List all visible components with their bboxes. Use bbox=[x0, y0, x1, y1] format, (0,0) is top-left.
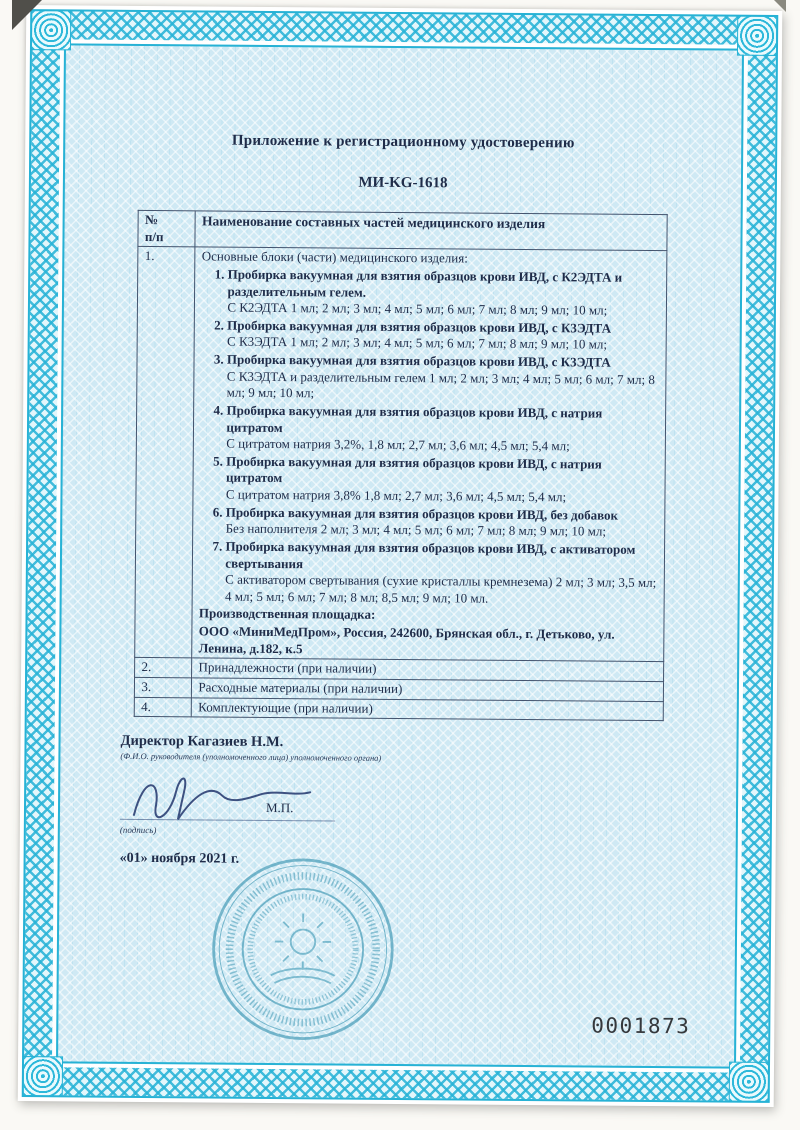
components-list bbox=[199, 266, 660, 608]
header-no-line2: п/п bbox=[144, 228, 164, 244]
table-header-row bbox=[138, 210, 666, 250]
production-site-label: Производственная площадка: bbox=[198, 605, 376, 623]
component-desc: С цитратом натрия 3,8% 1,8 мл; 2,7 мл; 3,6 мл; 4,5 мл; 5,4 мл; bbox=[225, 486, 567, 505]
row-number: 1. bbox=[135, 247, 195, 658]
table-row bbox=[135, 247, 666, 662]
list-item bbox=[227, 317, 659, 354]
component-desc: С К3ЭДТА 1 мл; 2 мл; 3 мл; 4 мл; 5 мл; 6 мл; 7 мл; 8 мл; 9 мл; 10 мл; bbox=[227, 334, 608, 352]
document-number: МИ-KG-1618 bbox=[358, 174, 448, 192]
director-name: Директор Кагазиев Н.М. bbox=[120, 732, 284, 751]
component-title: Пробирка вакуумная для взятия образцов крови ИВД, с активатором свертывания bbox=[225, 538, 636, 571]
list-item bbox=[226, 403, 659, 456]
official-round-stamp bbox=[208, 855, 397, 1044]
row-content: Расходные материалы (при наличии) bbox=[192, 678, 663, 701]
component-desc: Без наполнителя 2 мл; 3 мл; 4 мл; 5 мл; 6 мл; 7 мл; 8 мл; 9 мл; 10 мл; bbox=[225, 520, 607, 539]
list-item bbox=[226, 453, 659, 506]
document-body bbox=[56, 43, 744, 1068]
table-row bbox=[135, 697, 663, 721]
row-number: 4. bbox=[135, 697, 192, 717]
border-ornament-corner bbox=[729, 1062, 769, 1102]
component-desc: С К2ЭДТА 1 мл; 2 мл; 3 мл; 4 мл; 5 мл; 6 мл; 7 мл; 8 мл; 9 мл; 10 мл; bbox=[227, 299, 608, 318]
document-title: Приложение к регистрационному удостоверению bbox=[231, 132, 575, 152]
page-corner-fold bbox=[12, 0, 42, 30]
row-number: 2. bbox=[135, 658, 192, 678]
components-intro: Основные блоки (части) медицинского изделия: bbox=[201, 248, 468, 266]
component-desc: С К3ЭДТА и разделительным гелем 1 мл; 2 мл; 3 мл; 4 мл; 5 мл; 6 мл; 7 мл; 8 мл; 9 мл; 10 мл; bbox=[226, 368, 655, 401]
header-no-line1: № bbox=[144, 211, 159, 228]
guilloche-border bbox=[22, 9, 779, 1103]
mp-label: М.П. bbox=[265, 800, 294, 816]
document-date: «01» ноября 2021 г. bbox=[119, 850, 240, 867]
component-title: Пробирка вакуумная для взятия образцов крови ИВД, с К3ЭДТА bbox=[227, 317, 612, 336]
header-name: Наименование составных частей медицинского изделия bbox=[195, 211, 666, 251]
border-ornament-corner bbox=[23, 1056, 63, 1096]
row-content: Принадлежности (при наличии) bbox=[192, 658, 663, 681]
component-title: Пробирка вакуумная для взятия образцов крови ИВД, с К2ЭДТА и разделительным гелем. bbox=[227, 266, 623, 300]
component-title: Пробирка вакуумная для взятия образцов крови ИВД, с К3ЭДТА bbox=[226, 351, 611, 370]
production-site-address: ООО «МиниМедПром», Россия, 242600, Брянская обл., г. Детьково, ул. Ленина, д.182, к.5 bbox=[198, 623, 615, 656]
certificate-page bbox=[18, 5, 783, 1107]
signature-zone bbox=[120, 765, 693, 853]
list-item bbox=[227, 352, 660, 405]
row-number: 3. bbox=[135, 677, 192, 697]
component-title: Пробирка вакуумная для взятия образцов крови ИВД, с натрия цитратом bbox=[226, 402, 603, 435]
serial-number: 0001873 bbox=[591, 1013, 691, 1039]
border-ornament-corner bbox=[737, 16, 777, 56]
row-content: Комплектующие (при наличии) bbox=[192, 697, 663, 720]
component-title: Пробирка вакуумная для взятия образцов крови ИВД, с натрия цитратом bbox=[225, 453, 602, 486]
component-title: Пробирка вакуумная для взятия образцов крови ИВД, без добавок bbox=[225, 504, 619, 523]
row-content bbox=[192, 247, 666, 662]
list-item bbox=[226, 504, 658, 541]
director-note: (Ф.И.О. руководителя (уполномоченного лица) уполномоченного органа) bbox=[120, 750, 382, 763]
component-desc: С цитратом натрия 3,2%, 1,8 мл; 2,7 мл; 3,6 мл; 4,5 мл; 5,4 мл; bbox=[226, 435, 570, 454]
list-item bbox=[225, 539, 658, 609]
components-table bbox=[134, 210, 667, 721]
list-item bbox=[227, 267, 660, 320]
header-no bbox=[138, 210, 195, 247]
component-desc: С активатором свертывания (сухие кристаллы кремнезема) 2 мл; 3 мл; 3,5 мл; 4 мл; 5 мл; 6 мл; 7 мл; 8 мл; 8,5 мл; 9 мл; 10 мл. bbox=[225, 571, 657, 606]
signature-note: (подпись) bbox=[119, 824, 157, 836]
document-content bbox=[58, 45, 742, 1066]
page-corner-fold-small bbox=[774, 0, 786, 12]
